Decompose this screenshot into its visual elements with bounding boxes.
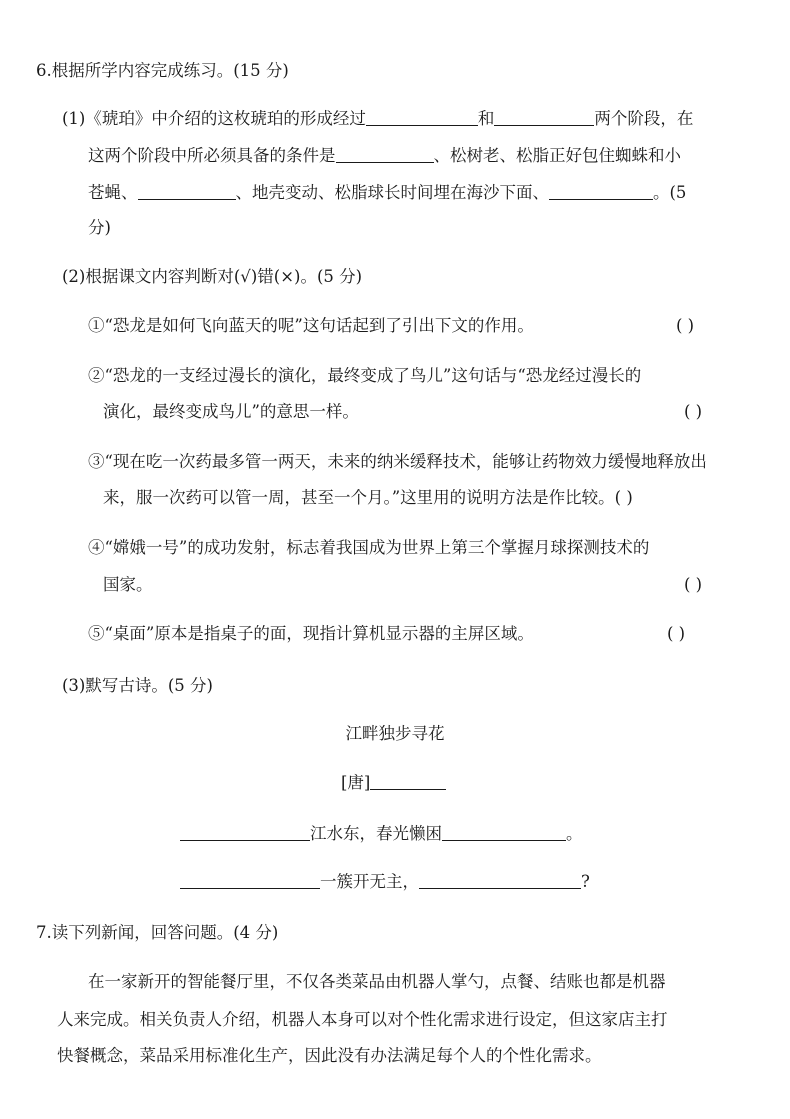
poem-line-2 [180,872,590,892]
q7-paragraph-line1: 在一家新开的智能餐厅里，不仅各类菜品由机器人掌勺，点餐、结账也都是机器 [88,972,666,991]
answer-blank[interactable] [138,183,236,200]
q6-p1-text: (1)《琥珀》中介绍的这枚琥珀的形成经过 [62,109,366,128]
author-blank[interactable] [370,773,446,790]
answer-blank[interactable] [419,872,581,889]
q6-p1-text: 。(5 [653,183,687,202]
poem-title: 江畔独步寻花 [345,724,445,743]
poem-text: 江水东，春光懒困 [310,824,442,843]
judge-item-3-line2: 来，服一次药可以管一周，甚至一个月。”这里用的说明方法是作比较。( ) [103,488,633,507]
poem-text: 。 [566,824,583,843]
q6-p1-line4: 分) [88,218,111,237]
judge-item-3-line1: ③“现在吃一次药最多管一两天，未来的纳米缓释技术，能够让药物效力缓慢地释放出 [88,452,707,471]
q6-p1-line2 [88,146,681,166]
answer-paren[interactable]: ( ) [667,624,686,643]
judge-item-1: ①“恐龙是如何飞向蓝天的呢”这句话起到了引出下文的作用。 [88,316,534,335]
answer-paren[interactable]: ( ) [676,316,695,335]
q6-p2-heading: (2)根据课文内容判断对(√)错(×)。(5 分) [62,267,363,286]
q6-p3-heading: (3)默写古诗。(5 分) [62,676,213,695]
answer-blank[interactable] [549,183,653,200]
q6-p1-line3 [88,183,686,203]
q6-p1-text: 、地壳变动、松脂球长时间埋在海沙下面、 [235,183,549,202]
answer-blank[interactable] [442,824,566,841]
answer-paren[interactable]: ( ) [684,402,703,421]
judge-item-4-line1: ④“嫦娥一号”的成功发射，标志着我国成为世界上第三个掌握月球探测技术的 [88,538,650,557]
q7-paragraph-line3: 快餐概念，菜品采用标准化生产，因此没有办法满足每个人的个性化需求。 [57,1046,602,1065]
answer-paren[interactable]: ( ) [684,575,703,594]
dynasty-label: [唐] [341,773,371,792]
answer-blank[interactable] [180,824,310,841]
q6-p1-line1 [62,109,693,129]
answer-blank[interactable] [494,109,594,126]
q6-p1-text: 和 [477,109,495,128]
poem-text: ? [581,872,590,891]
judge-item-2-line1: ②“恐龙的一支经过漫长的演化，最终变成了鸟儿”这句话与“恐龙经过漫长的 [88,366,642,385]
answer-blank[interactable] [336,146,434,163]
q6-p1-text: 、松树老、松脂正好包住蜘蛛和小 [433,146,681,165]
poem-author-line [341,773,446,793]
q6-p1-text: 两个阶段，在 [594,109,694,128]
q7-paragraph-line2: 人来完成。相关负责人介绍，机器人本身可以对个性化需求进行设定，但这家店主打 [57,1010,668,1029]
judge-item-4-line2: 国家。 [103,575,153,594]
answer-blank[interactable] [180,872,320,889]
poem-text: 一簇开无主， [320,872,419,891]
judge-item-5: ⑤“桌面”原本是指桌子的面，现指计算机显示器的主屏区域。 [88,624,534,643]
q7-heading: 7.读下列新闻，回答问题。(4 分) [36,923,279,942]
judge-item-2-line2: 演化，最终变成鸟儿”的意思一样。 [103,402,359,421]
q6-heading: 6.根据所学内容完成练习。(15 分) [36,61,289,80]
q6-p1-text: 苍蝇、 [88,183,138,202]
q6-p1-text: 这两个阶段中所必须具备的条件是 [88,146,336,165]
answer-blank[interactable] [366,109,478,126]
poem-line-1 [180,824,583,844]
